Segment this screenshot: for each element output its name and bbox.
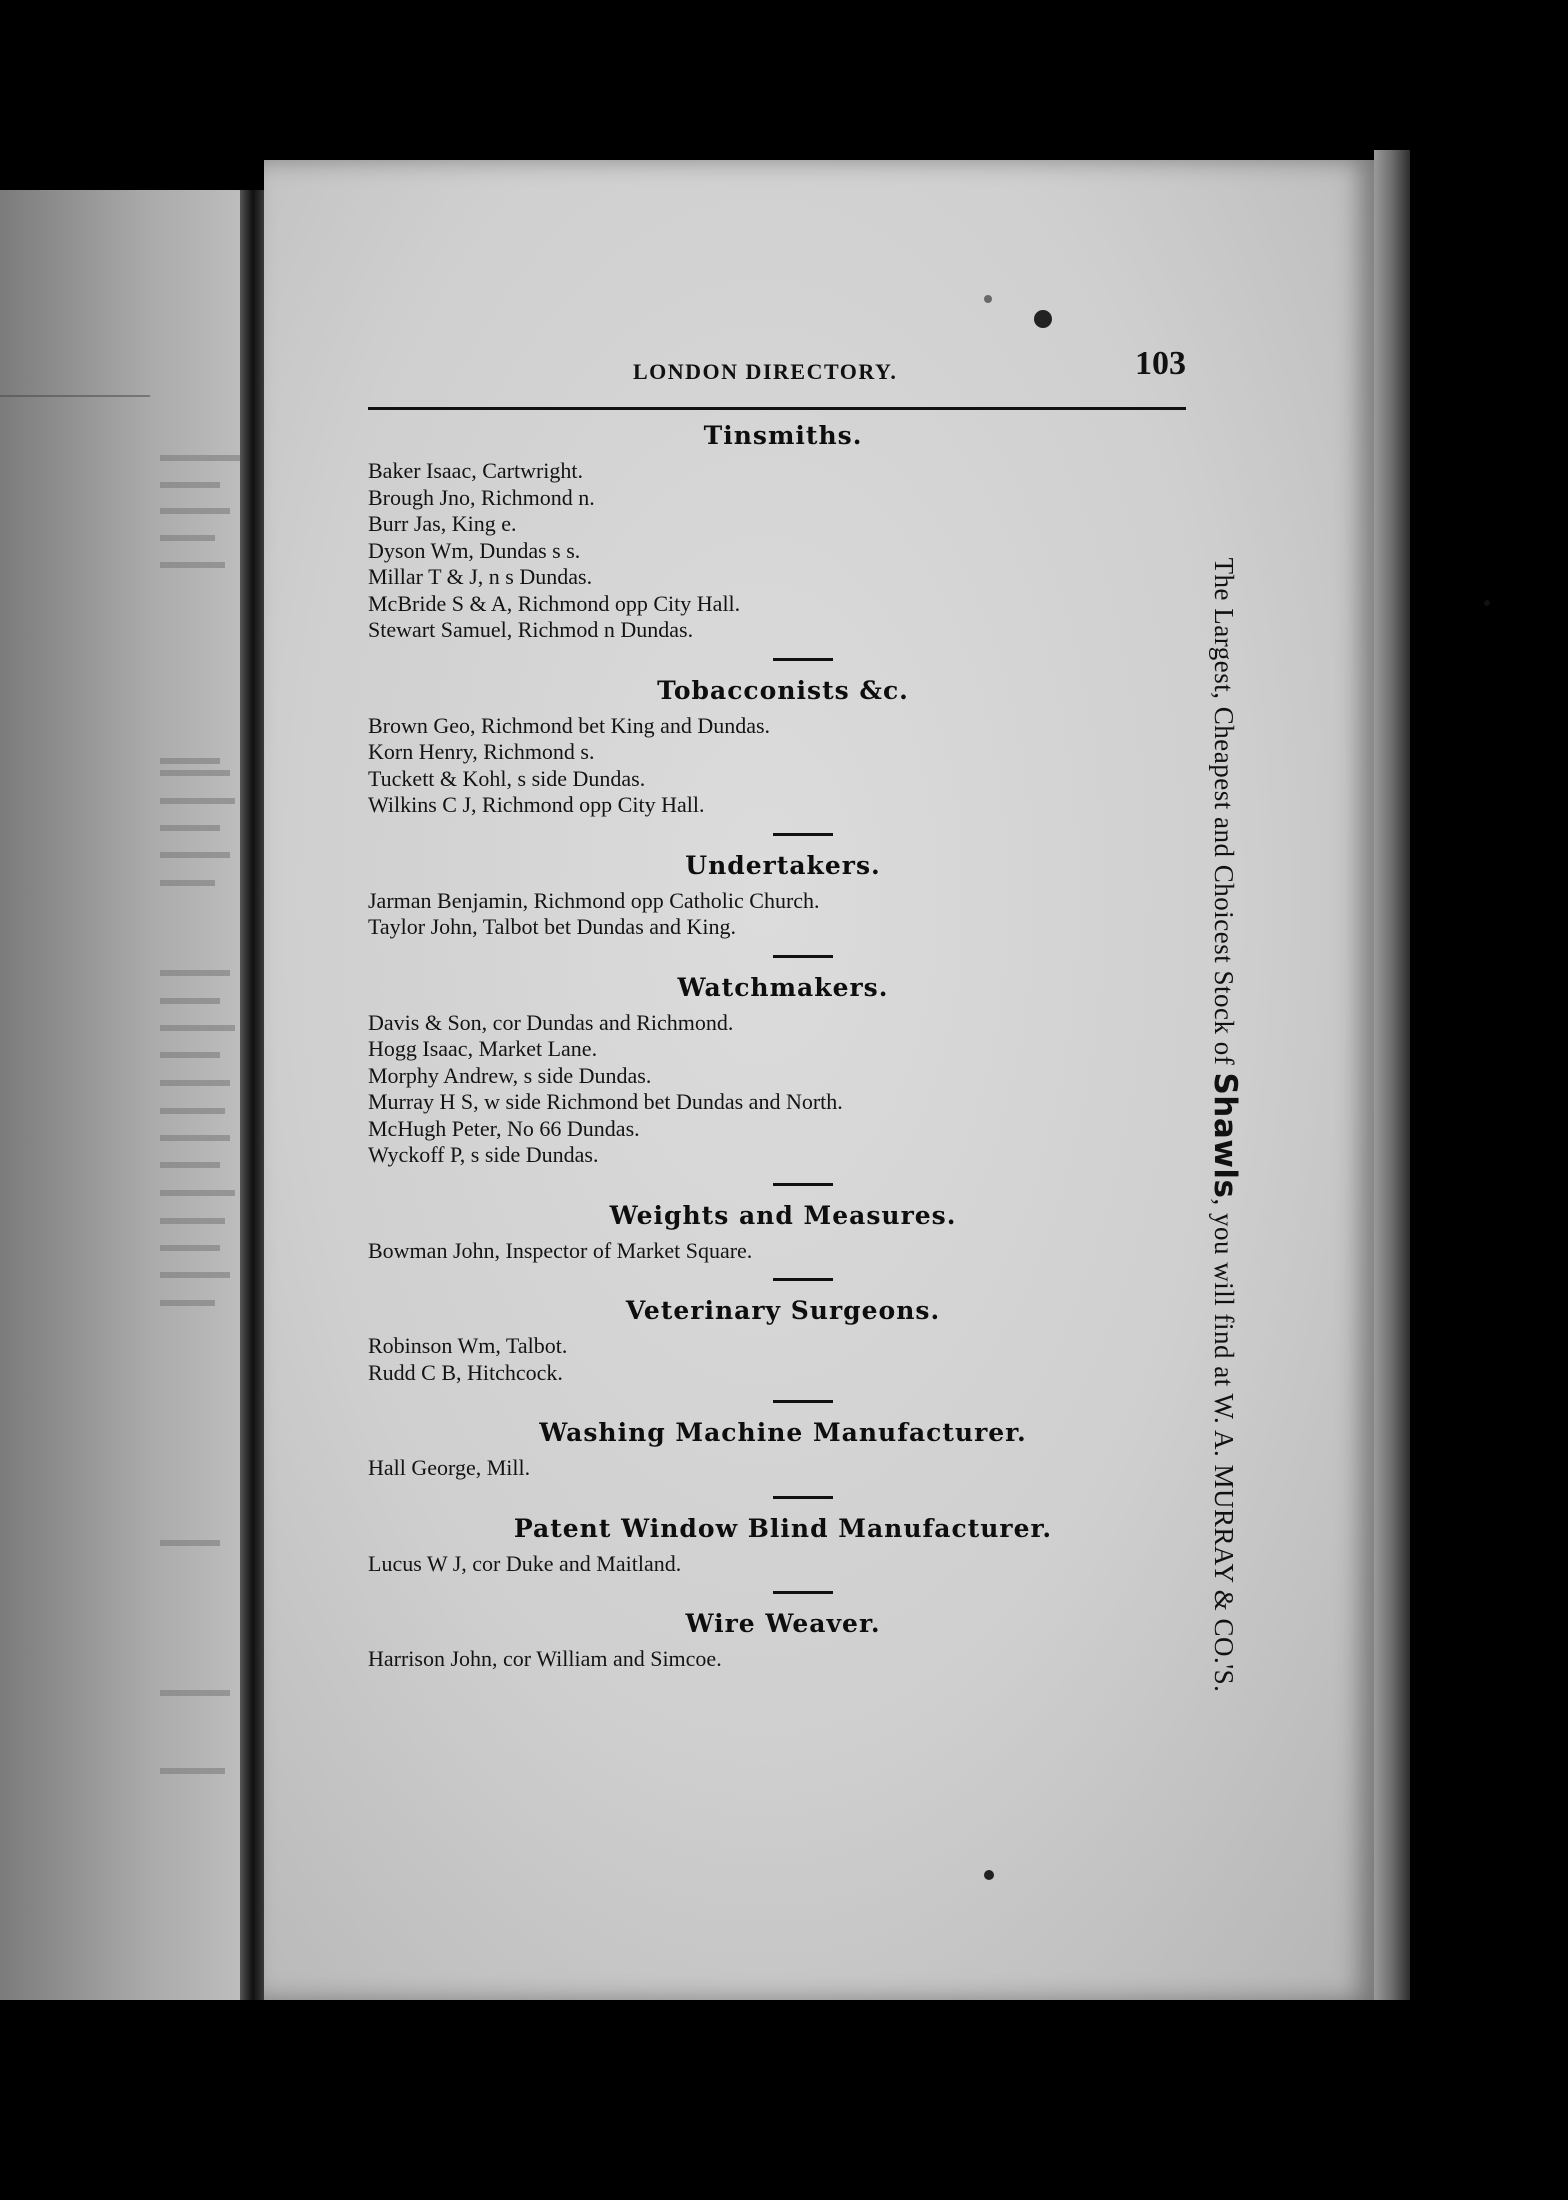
previous-page-bleed-line xyxy=(160,798,235,804)
entry-list xyxy=(368,713,1198,819)
entry-list xyxy=(368,888,1198,941)
previous-page-fragment xyxy=(0,190,240,2000)
section-divider xyxy=(773,1183,833,1186)
directory-entry: Lucus W J, cor Duke and Maitland. xyxy=(368,1550,682,1576)
side-advertisement-text xyxy=(1207,500,1243,1750)
directory-entry: Wyckoff P, s side Dundas. xyxy=(368,1142,599,1167)
section-heading: Wire Weaver. xyxy=(685,1609,881,1638)
section-heading: Undertakers. xyxy=(685,850,881,880)
directory-section xyxy=(368,1200,1198,1265)
directory-entry: Taylor John, Talbot bet Dundas and King. xyxy=(368,914,737,939)
directory-section xyxy=(368,420,1198,644)
directory-entry: Bowman John, Inspector of Market Square. xyxy=(368,1237,753,1263)
previous-page-bleed-line xyxy=(160,770,230,776)
directory-listings xyxy=(368,420,1198,1671)
directory-entry: Brough Jno, Richmond n. xyxy=(368,484,595,510)
entry-list xyxy=(368,1455,1198,1482)
directory-entry: Robinson Wm, Talbot. xyxy=(368,1333,568,1358)
directory-entry: Jarman Benjamin, Richmond opp Catholic Church. xyxy=(368,887,820,913)
previous-page-bleed-line xyxy=(160,1690,230,1696)
directory-entry: Morphy Andrew, s side Dundas. xyxy=(368,1062,652,1088)
directory-section xyxy=(368,850,1198,941)
directory-entry: Dyson Wm, Dundas s s. xyxy=(368,537,581,563)
section-heading: Tinsmiths. xyxy=(703,421,863,450)
previous-page-bleed-line xyxy=(160,1135,230,1141)
page-header xyxy=(368,345,1186,410)
directory-entry: Rudd C B, Hitchcock. xyxy=(368,1359,563,1385)
previous-page-bleed-line xyxy=(160,1108,225,1114)
directory-entry: Hogg Isaac, Market Lane. xyxy=(368,1036,598,1061)
directory-section xyxy=(368,1608,1198,1673)
previous-page-bleed-line xyxy=(160,508,230,514)
previous-page-bleed-line xyxy=(160,970,230,976)
page-number: 103 xyxy=(1135,345,1186,382)
directory-entry: Baker Isaac, Cartwright. xyxy=(368,458,584,483)
entry-list xyxy=(368,1010,1198,1169)
previous-page-bleed-line xyxy=(160,1768,225,1774)
directory-entry: McHugh Peter, No 66 Dundas. xyxy=(368,1115,640,1141)
section-divider xyxy=(773,833,833,836)
directory-entry: Wilkins C J, Richmond opp City Hall. xyxy=(368,792,705,817)
section-divider xyxy=(773,1591,833,1594)
previous-page-bleed-line xyxy=(160,1300,215,1306)
side-ad-brand: Shawls xyxy=(1207,1072,1243,1199)
section-divider xyxy=(773,1278,833,1281)
section-heading: Patent Window Blind Manufacturer. xyxy=(513,1513,1053,1543)
side-ad-prefix: The Largest, Cheapest and Choicest Stock of xyxy=(1209,557,1239,1073)
previous-page-bleed-line xyxy=(160,825,220,831)
previous-page-bleed-line xyxy=(160,455,240,461)
ink-speck xyxy=(1484,600,1490,606)
previous-page-bleed-line xyxy=(160,1162,220,1168)
entry-list xyxy=(368,458,1198,644)
section-heading: Weights and Measures. xyxy=(609,1200,957,1230)
previous-page-bleed-line xyxy=(160,482,220,488)
directory-section xyxy=(368,1513,1198,1578)
previous-page-bleed-line xyxy=(160,1218,225,1224)
directory-entry: Burr Jas, King e. xyxy=(368,511,517,536)
directory-entry: Millar T & J, n s Dundas. xyxy=(368,564,593,589)
directory-entry: Stewart Samuel, Richmod n Dundas. xyxy=(368,617,694,642)
previous-page-bleed-line xyxy=(160,562,225,568)
directory-entry: Korn Henry, Richmond s. xyxy=(368,739,595,764)
directory-entry: Murray H S, w side Richmond bet Dundas and North. xyxy=(368,1089,843,1114)
side-advertisement xyxy=(1195,500,1243,1750)
directory-section xyxy=(368,1417,1198,1482)
directory-entry: Harrison John, cor William and Simcoe. xyxy=(368,1646,722,1671)
previous-page-bleed-line xyxy=(160,998,220,1004)
ink-speck xyxy=(984,295,992,303)
section-heading: Watchmakers. xyxy=(677,972,889,1002)
side-ad-suffix: , you will find at W. A. MURRAY & CO.'S. xyxy=(1209,1198,1239,1693)
previous-page-bleed-line xyxy=(160,1052,220,1058)
section-divider xyxy=(773,658,833,661)
previous-page-bleed-line xyxy=(160,1272,230,1278)
section-divider xyxy=(773,955,833,958)
previous-page-bleed-line xyxy=(160,880,215,886)
previous-page-bleed-line xyxy=(160,1080,230,1086)
ink-speck xyxy=(984,1870,994,1880)
previous-page-bleed-line xyxy=(160,758,220,764)
section-heading: Washing Machine Manufacturer. xyxy=(539,1418,1027,1447)
entry-list xyxy=(368,1646,1198,1673)
book-gutter xyxy=(240,190,264,2000)
previous-page-bleed-line xyxy=(160,852,230,858)
previous-page-bleed-line xyxy=(160,1190,235,1196)
page-edge xyxy=(1374,150,1410,2000)
entry-list xyxy=(368,1551,1198,1578)
previous-page-bleed-line xyxy=(160,535,215,541)
directory-section xyxy=(368,675,1198,819)
directory-entry: Hall George, Mill. xyxy=(368,1455,531,1480)
running-title: LONDON DIRECTORY. xyxy=(633,359,898,384)
directory-entry: Davis & Son, cor Dundas and Richmond. xyxy=(368,1009,734,1035)
ink-speck xyxy=(1034,310,1052,328)
previous-page-bleed-line xyxy=(160,1540,220,1546)
directory-entry: McBride S & A, Richmond opp City Hall. xyxy=(368,590,741,616)
section-divider xyxy=(773,1400,833,1403)
previous-page-bleed-line xyxy=(160,1245,220,1251)
directory-entry: Brown Geo, Richmond bet King and Dundas. xyxy=(368,712,771,738)
section-divider xyxy=(773,1496,833,1499)
entry-list xyxy=(368,1238,1198,1265)
section-heading: Tobacconists &c. xyxy=(657,675,909,705)
directory-section xyxy=(368,972,1198,1169)
section-heading: Veterinary Surgeons. xyxy=(625,1296,941,1325)
entry-list xyxy=(368,1333,1198,1386)
directory-section xyxy=(368,1295,1198,1386)
directory-entry: Tuckett & Kohl, s side Dundas. xyxy=(368,765,646,791)
previous-page-rule xyxy=(0,395,150,397)
previous-page-bleed-line xyxy=(160,1025,235,1031)
